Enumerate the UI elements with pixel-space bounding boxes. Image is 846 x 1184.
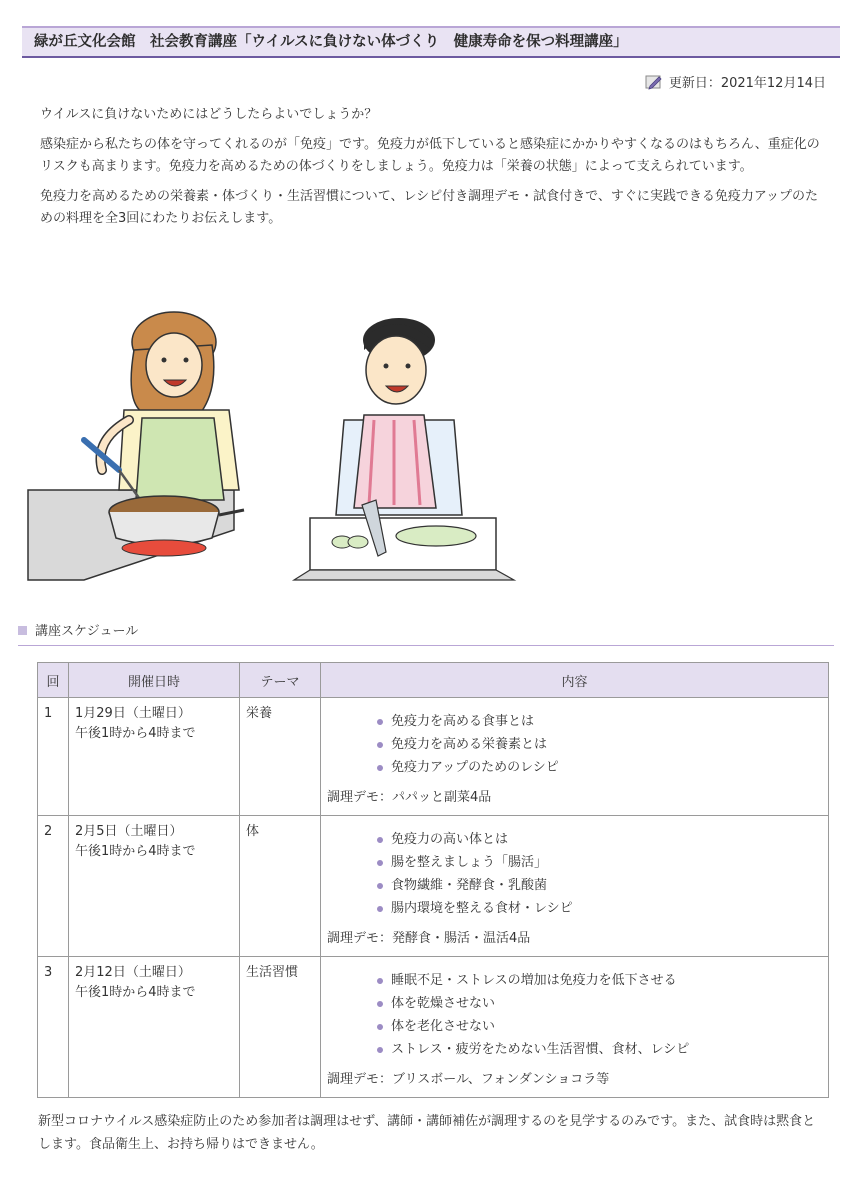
session-time: 午後1時から4時まで bbox=[75, 844, 196, 859]
table-row bbox=[38, 816, 829, 957]
session-datetime bbox=[69, 698, 240, 816]
column-header-theme: テーマ bbox=[240, 663, 321, 698]
list-item bbox=[327, 756, 822, 779]
square-bullet-icon bbox=[18, 626, 27, 635]
cooking-demo: 調理デモ：パパッと副菜4品 bbox=[327, 790, 492, 805]
session-date: 2月12日（土曜日） bbox=[75, 965, 191, 980]
list-item bbox=[327, 874, 822, 897]
list-item-text: 腸内環境を整える食材・レシピ bbox=[391, 901, 573, 916]
list-item bbox=[327, 710, 822, 733]
schedule-heading bbox=[18, 620, 834, 646]
session-theme: 栄養 bbox=[240, 698, 321, 816]
intro-question: ウイルスに負けないためにはどうしたらよいでしょうか？ bbox=[40, 107, 378, 122]
session-number: 2 bbox=[38, 816, 69, 957]
table-row bbox=[38, 957, 829, 1098]
list-item-text: 睡眠不足・ストレスの増加は免疫力を低下させる bbox=[391, 973, 677, 988]
session-time: 午後1時から4時まで bbox=[75, 985, 196, 1000]
list-item bbox=[327, 733, 822, 756]
updated-text: 更新日：2021年12月14日 bbox=[668, 76, 826, 91]
list-item bbox=[327, 969, 822, 992]
session-content bbox=[321, 698, 829, 816]
intro-paragraph-immunity: 感染症から私たちの体を守ってくれるのが「免疫」です。免疫力が低下していると感染症にかかりやすくなるのはもちろん、重症化のリスクも高まります。免疫力を高めるための体づくりをしましょう。免疫力は「栄養の状態」によって支えられています。 bbox=[40, 137, 820, 174]
cooking-demo: 調理デモ：ブリスボール、フォンダンショコラ等 bbox=[327, 1072, 610, 1087]
session-datetime bbox=[69, 957, 240, 1098]
list-item-text: 免疫力を高める栄養素とは bbox=[391, 737, 548, 752]
session-datetime bbox=[69, 816, 240, 957]
session-content bbox=[321, 816, 829, 957]
updated-date bbox=[645, 72, 826, 91]
session-date: 2月5日（土曜日） bbox=[75, 824, 183, 839]
column-header-content: 内容 bbox=[321, 663, 829, 698]
schedule-table bbox=[37, 662, 829, 1098]
schedule-heading-text: 講座スケジュール bbox=[35, 624, 139, 639]
session-theme: 生活習慣 bbox=[240, 957, 321, 1098]
list-item bbox=[327, 992, 822, 1015]
list-item bbox=[327, 851, 822, 874]
column-header-number: 回 bbox=[38, 663, 69, 698]
footer-note: 新型コロナウイルス感染症防止のため参加者は調理はせず、講師・講師補佐が調理するのを見学するのみです。また、試食時は黙食とします。食品衛生上、お持ち帰りはできません。 bbox=[38, 1114, 816, 1152]
session-number: 1 bbox=[38, 698, 69, 816]
session-time: 午後1時から4時まで bbox=[75, 726, 196, 741]
list-item-text: 免疫力の高い体とは bbox=[391, 832, 509, 847]
list-item-text: 体を老化させない bbox=[391, 1019, 496, 1034]
session-theme: 体 bbox=[240, 816, 321, 957]
woman-cooking-figure bbox=[28, 312, 244, 580]
session-number: 3 bbox=[38, 957, 69, 1098]
list-item-text: 体を乾燥させない bbox=[391, 996, 496, 1011]
cooking-illustration bbox=[24, 290, 544, 590]
list-item-text: 腸を整えましょう「腸活」 bbox=[391, 855, 548, 870]
list-item-text: 免疫力を高める食事とは bbox=[391, 714, 535, 729]
cooking-demo: 調理デモ：発酵食・腸活・温活4品 bbox=[327, 931, 531, 946]
page-title: 緑が丘文化会館 社会教育講座「ウイルスに負けない体づくり 健康寿命を保つ料理講座」 bbox=[34, 34, 628, 50]
list-item bbox=[327, 1015, 822, 1038]
list-item-text: 食物繊維・発酵食・乳酸菌 bbox=[391, 878, 548, 893]
list-item-text: ストレス・疲労をためない生活習慣、食材、レシピ bbox=[391, 1042, 690, 1057]
column-header-date: 開催日時 bbox=[69, 663, 240, 698]
intro-paragraph-course: 免疫力を高めるための栄養素・体づくり・生活習慣について、レシピ付き調理デモ・試食付きで、すぐに実践できる免疫力アップのための料理を全3回にわたりお伝えします。 bbox=[40, 189, 818, 226]
list-item bbox=[327, 897, 822, 920]
man-cooking-figure bbox=[294, 318, 514, 580]
session-date: 1月29日（土曜日） bbox=[75, 706, 191, 721]
list-item-text: 免疫力アップのためのレシピ bbox=[391, 760, 559, 775]
table-header-row bbox=[38, 663, 829, 698]
pencil-icon bbox=[645, 74, 663, 90]
intro bbox=[40, 104, 828, 238]
session-content bbox=[321, 957, 829, 1098]
list-item bbox=[327, 828, 822, 851]
list-item bbox=[327, 1038, 822, 1061]
table-row bbox=[38, 698, 829, 816]
page-title-bar bbox=[22, 26, 840, 58]
